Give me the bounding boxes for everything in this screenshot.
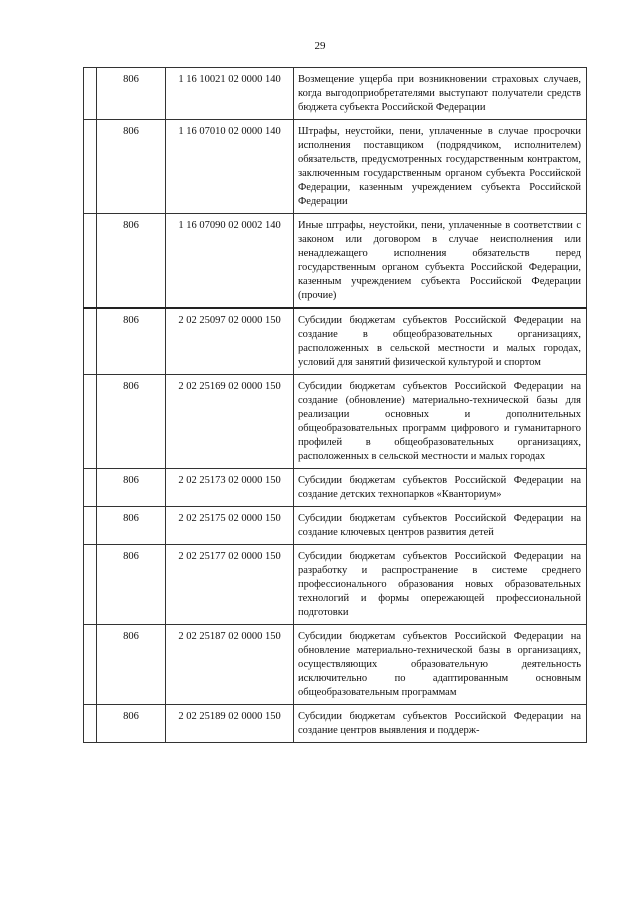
revenue-code-cell: 1 16 07090 02 0002 140: [166, 214, 294, 309]
row-marker-cell: [84, 308, 97, 375]
table-row: [84, 68, 587, 120]
row-marker-cell: [84, 120, 97, 214]
revenue-code-cell: 2 02 25175 02 0000 150: [166, 507, 294, 545]
row-marker-cell: [84, 507, 97, 545]
description-cell: Субсидии бюджетам субъектов Российской Федерации на создание (обновление) материально-технической базы для реализации основных и дополнительных общеобразовательных программ цифрового и гуманитарного профилей в общеобразовательных организациях, расположенных в сельской местности и малых городах: [294, 375, 587, 469]
table-row: [84, 120, 587, 214]
description-cell: Штрафы, неустойки, пени, уплаченные в случае просрочки исполнения поставщиком (подрядчиком, исполнителем) обязательств, предусмотренных государственным контрактом, заключенным государственным органом субъекта Российской Федерации, казенным учреждением субъекта Российской Федерации: [294, 120, 587, 214]
admin-code-cell: 806: [97, 375, 166, 469]
table-row: [84, 545, 587, 625]
description-cell: Возмещение ущерба при возникновении страховых случаев, когда выгодоприобретателями выступают получатели средств бюджета субъекта Российской Федерации: [294, 68, 587, 120]
admin-code-cell: 806: [97, 469, 166, 507]
admin-code-cell: 806: [97, 308, 166, 375]
revenue-code-cell: 2 02 25169 02 0000 150: [166, 375, 294, 469]
row-marker-cell: [84, 214, 97, 309]
table-row: [84, 308, 587, 375]
revenue-code-cell: 2 02 25173 02 0000 150: [166, 469, 294, 507]
admin-code-cell: 806: [97, 625, 166, 705]
revenue-code-cell: 1 16 07010 02 0000 140: [166, 120, 294, 214]
table-row: [84, 705, 587, 743]
row-marker-cell: [84, 375, 97, 469]
table-row: [84, 469, 587, 507]
admin-code-cell: 806: [97, 214, 166, 309]
description-cell: Субсидии бюджетам субъектов Российской Федерации на обновление материально-технической базы в организациях, осуществляющих образовательную деятельность исключительно по адаптированным основным общеобразовательным программам: [294, 625, 587, 705]
revenue-code-cell: 2 02 25189 02 0000 150: [166, 705, 294, 743]
description-cell: Субсидии бюджетам субъектов Российской Федерации на разработку и распространение в системе среднего профессионального образования новых образовательных технологий и формы опережающей профессиональной подготовки: [294, 545, 587, 625]
table-row: [84, 375, 587, 469]
description-cell: Субсидии бюджетам субъектов Российской Федерации на создание детских технопарков «Кванториум»: [294, 469, 587, 507]
description-cell: Субсидии бюджетам субъектов Российской Федерации на создание ключевых центров развития детей: [294, 507, 587, 545]
admin-code-cell: 806: [97, 68, 166, 120]
row-marker-cell: [84, 545, 97, 625]
description-cell: Субсидии бюджетам субъектов Российской Федерации на создание в общеобразовательных организациях, расположенных в сельской местности и малых городах, условий для занятий физической культурой и спортом: [294, 308, 587, 375]
row-marker-cell: [84, 625, 97, 705]
page-number: 29: [314, 40, 326, 52]
row-marker-cell: [84, 469, 97, 507]
table-row: [84, 507, 587, 545]
budget-classification-table: [83, 67, 587, 743]
row-marker-cell: [84, 705, 97, 743]
admin-code-cell: 806: [97, 705, 166, 743]
revenue-code-cell: 2 02 25187 02 0000 150: [166, 625, 294, 705]
row-marker-cell: [84, 68, 97, 120]
admin-code-cell: 806: [97, 120, 166, 214]
admin-code-cell: 806: [97, 507, 166, 545]
description-cell: Субсидии бюджетам субъектов Российской Федерации на создание центров выявления и поддерж-: [294, 705, 587, 743]
description-cell: Иные штрафы, неустойки, пени, уплаченные в соответствии с законом или договором в случае неисполнения или ненадлежащего исполнения обязательств перед государственным органом субъекта Российской Федерации, казенным учреждением субъекта Российской Федерации (прочие): [294, 214, 587, 309]
admin-code-cell: 806: [97, 545, 166, 625]
table-row: [84, 214, 587, 309]
revenue-code-cell: 2 02 25097 02 0000 150: [166, 308, 294, 375]
table-row: [84, 625, 587, 705]
revenue-code-cell: 2 02 25177 02 0000 150: [166, 545, 294, 625]
revenue-code-cell: 1 16 10021 02 0000 140: [166, 68, 294, 120]
